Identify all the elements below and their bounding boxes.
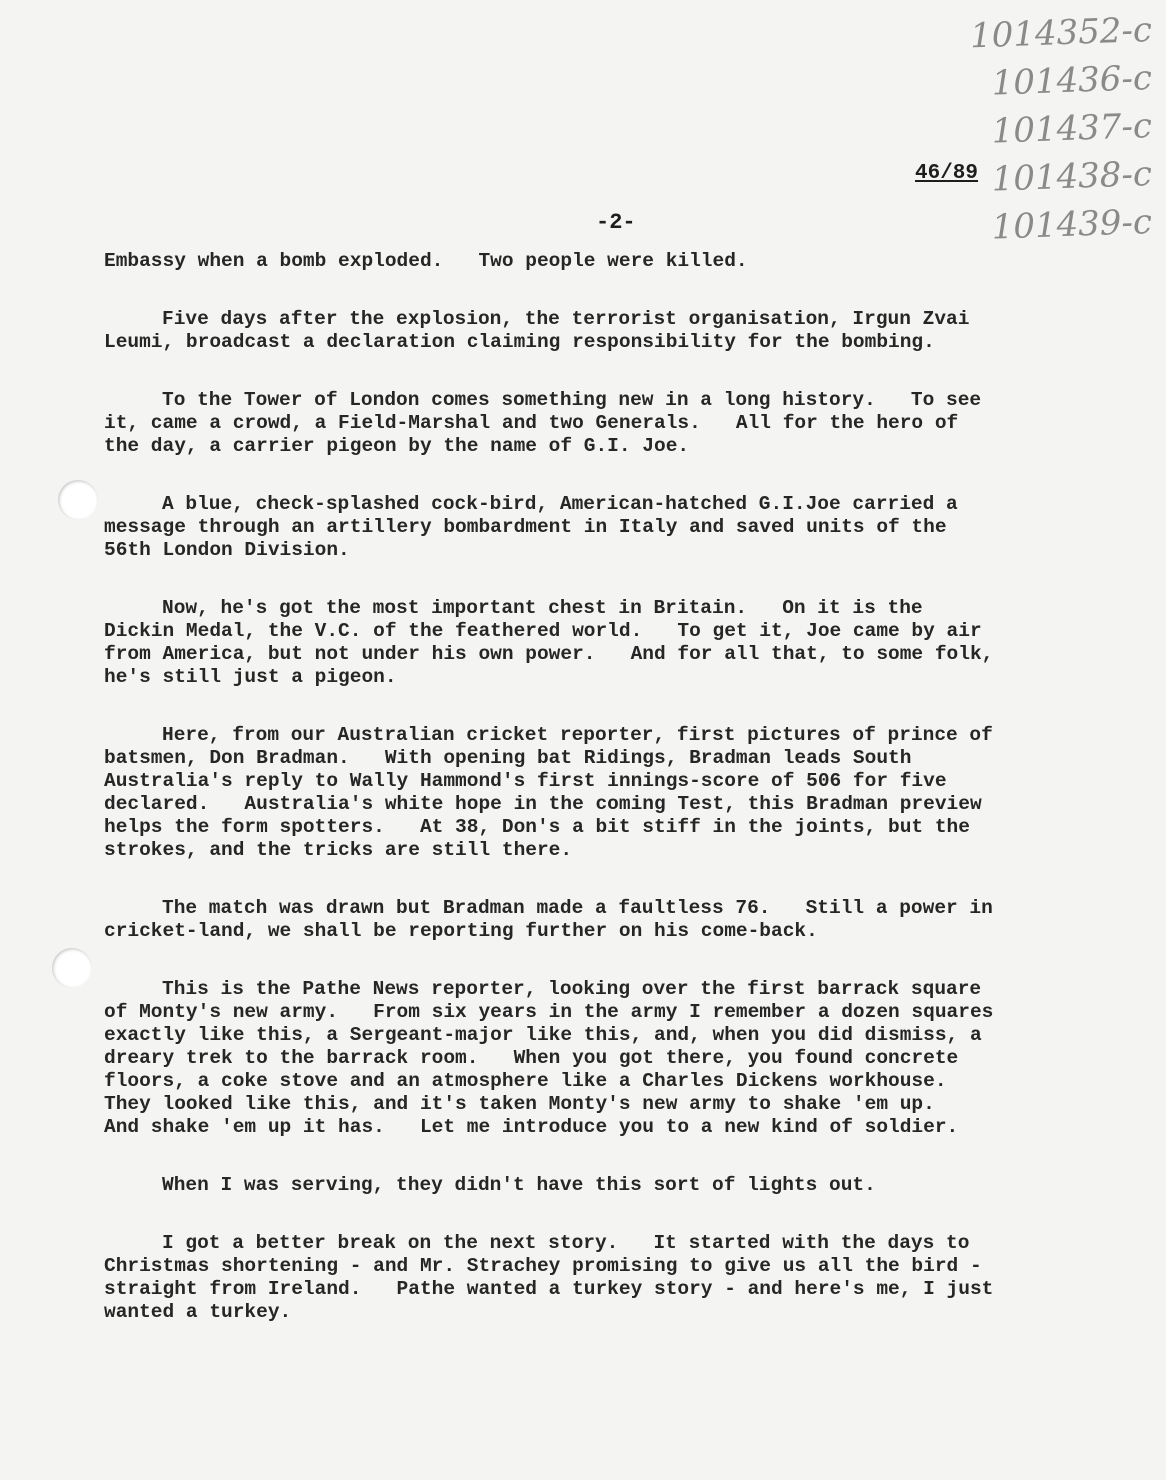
paragraph-tower-of-london: To the Tower of London comes something new in a long history. To see it, came a crowd, a Field-Marshal and two Generals. All for the hero of the day, a carrier pigeon by the name of G.I. Joe.: [104, 389, 993, 457]
document-reference-number: 46/89: [915, 162, 979, 185]
handwritten-code: 101439-c: [991, 201, 1153, 248]
paragraph-turkey: I got a better break on the next story. It started with the days to Christmas shortening - and Mr. Strachey promising to give us all the bird - straight from Ireland. Pathe wanted a turkey story - and here's me, I just wanted a turkey.: [104, 1232, 1006, 1323]
paragraph-bradman: Here, from our Australian cricket reporter, first pictures of prince of batsmen, Don Bradman. With opening bat Ridings, Bradman leads South Australia's reply to Wally Hammond's first innings-score of 506 for five declared. Australia's white hope in the coming Test, this Bradman preview helps the form spotters. At 38, Don's a bit stiff in the joints, but the strokes, and the tricks are still there.: [104, 724, 1005, 861]
punch-hole-bottom: [52, 948, 92, 988]
handwritten-code: 101437-c: [991, 105, 1153, 152]
handwritten-code: 1014352-c: [969, 9, 1153, 57]
paragraph-match-drawn: The match was drawn but Bradman made a faultless 76. Still a power in cricket-land, we shall be reporting further on his come-back.: [104, 897, 1005, 942]
paragraph-monty-army: This is the Pathe News reporter, looking over the first barrack square of Monty's new army. From six years in the army I remember a dozen squares exactly like this, a Sergeant-major like this, and, when you did dismiss, a dreary trek to the barrack room. When you got there, you found concrete floors, a coke stove and an atmosphere like a Charles Dickens workhouse. They looked like this, and it's taken Monty's new army to shake 'em up. And shake 'em up it has. Let me introduce you to a new kind of soldier.: [104, 978, 1006, 1138]
page-number: -2-: [596, 210, 636, 235]
paragraph-lights-out: When I was serving, they didn't have this sort of lights out.: [162, 1174, 876, 1196]
handwritten-code: 101436-c: [991, 57, 1153, 104]
paragraph-gi-joe: A blue, check-splashed cock-bird, American-hatched G.I.Joe carried a message through an artillery bombardment in Italy and saved units of the 56th London Division.: [104, 493, 970, 561]
handwritten-codes: [922, 10, 1152, 250]
paragraph-irgun: Five days after the explosion, the terrorist organisation, Irgun Zvai Leumi, broadcast a declaration claiming responsibility for the bombing.: [104, 308, 982, 353]
paragraph-embassy: Embassy when a bomb exploded. Two people were killed.: [104, 250, 748, 272]
handwritten-code: 101438-c: [991, 153, 1153, 200]
punch-hole-top: [58, 480, 98, 520]
script-body: [104, 250, 1004, 1359]
paragraph-dickin-medal: Now, he's got the most important chest in Britain. On it is the Dickin Medal, the V.C. of the feathered world. To get it, Joe came by air from America, but not under his own power. And for all that, to some folk, he's still just a pigeon.: [104, 597, 1006, 688]
